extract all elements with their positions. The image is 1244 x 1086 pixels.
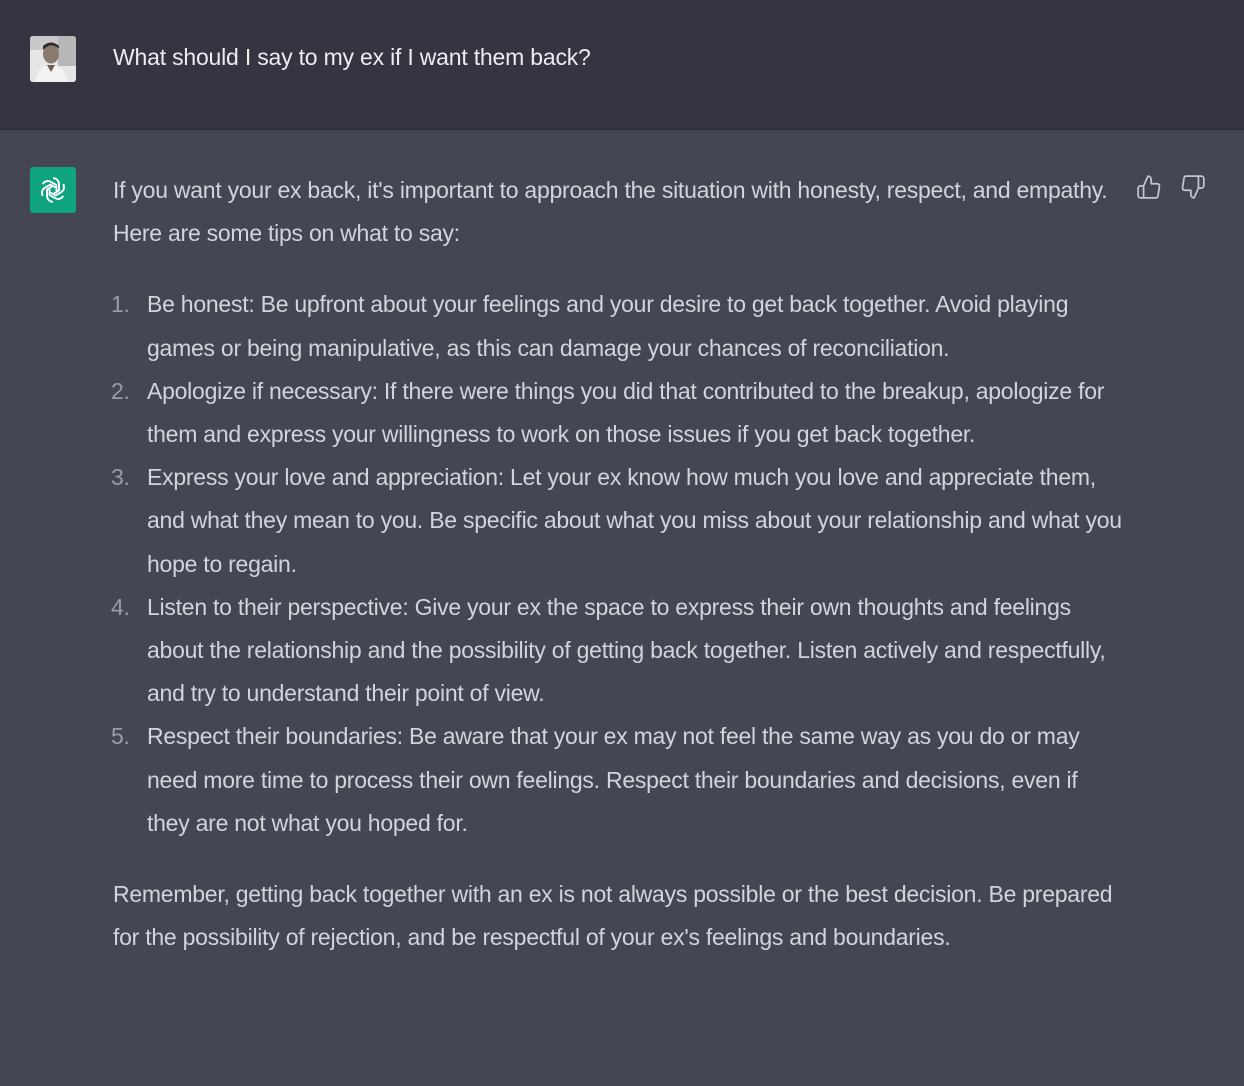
thumbs-down-icon [1180,174,1206,200]
thumbs-up-icon [1136,174,1162,200]
tips-list [113,283,1123,845]
list-item-text: Respect their boundaries: Be aware that your ex may not feel the same way as you do or may need more time to process their own feelings. Respect their boundaries and decisions, even if they are not what you hoped for. [147,723,1080,836]
user-photo-icon [30,36,76,82]
list-item-text: Apologize if necessary: If there were things you did that contributed to the breakup, apologize for them and express your willingness to work on those issues if you get back together. [147,377,1105,448]
list-item [113,370,1123,456]
list-item-text: Listen to their perspective: Give your ex the space to express their own thoughts and feelings about the relationship and the possibility of getting back together. Listen actively and respectfully, and try to understand their point of view. [147,593,1106,707]
user-message-text: What should I say to my ex if I want them back? [113,44,591,70]
list-number: 3. [111,464,130,491]
list-number: 2. [111,377,130,404]
list-item [113,715,1123,845]
user-avatar [30,36,76,82]
list-number: 1. [111,291,130,318]
thumbs-up-button[interactable] [1135,173,1163,201]
list-number: 4. [111,593,130,620]
list-number: 5. [111,723,130,750]
list-item-text: Express your love and appreciation: Let your ex know how much you love and appreciate them, and what they mean to you. Be specific about what you miss about your relationship and what you hope to regain. [147,464,1122,577]
list-item [113,586,1123,716]
assistant-avatar [30,167,76,213]
response-closing: Remember, getting back together with an ex is not always possible or the best decision. Be prepared for the possibility of rejection, and be respectful of your ex's feelings and boundaries. [113,881,1113,951]
openai-logo-icon [38,175,68,205]
list-item-text: Be honest: Be upfront about your feelings and your desire to get back together. Avoid playing games or being manipulative, as this can damage your chances of reconciliation. [147,291,1069,361]
thumbs-down-button[interactable] [1179,173,1207,201]
assistant-message-row [0,130,1244,1086]
list-item [113,283,1123,369]
list-item [113,456,1123,586]
user-message-row [0,0,1244,130]
assistant-response [113,169,1123,959]
response-intro: If you want your ex back, it's important to approach the situation with honesty, respect, and empathy. Here are some tips on what to say: [113,177,1108,247]
